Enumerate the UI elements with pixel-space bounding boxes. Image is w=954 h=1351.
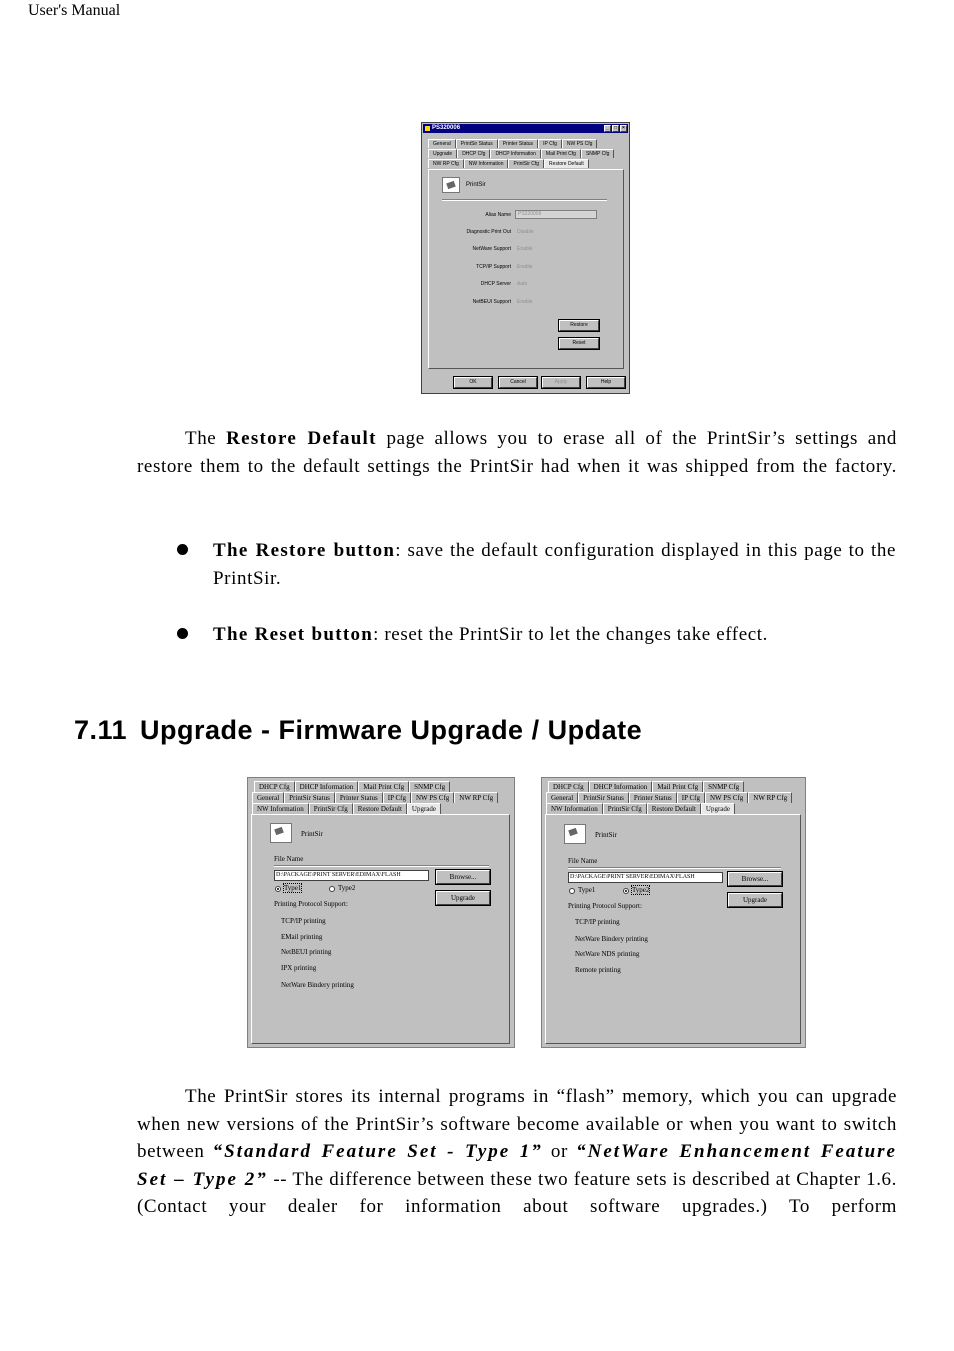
tab-printsir-status[interactable]: PrintSir Status [456,139,498,148]
dialog-tab-row-2 [428,149,614,158]
protocol-item: TCP/IP printing [281,917,326,925]
para1-pre: The [185,428,227,449]
protocol-item: NetBEUI printing [281,948,332,956]
tab-dhcp-information[interactable]: DHCP Information [295,781,359,792]
tab-general[interactable]: General [252,792,284,803]
tab-general[interactable]: General [546,792,578,803]
tab-printer-status[interactable]: Printer Status [335,792,383,803]
help-button[interactable]: Help [587,377,625,388]
netware-support-value: Enable [517,246,533,252]
tab-nw-rp-cfg[interactable]: NW RP Cfg [428,159,464,168]
para2-type2: “NetWare Enhancement Feature Set – Type 2” [137,1141,897,1190]
upgrade-button[interactable]: Upgrade [436,891,490,905]
bullet-reset-text: : reset the PrintSir to let the changes take effect. [373,624,769,645]
device-name: PrintSir [595,831,617,839]
restore-default-dialog [421,122,630,394]
tab-restore-default[interactable]: Restore Default [353,803,407,814]
browse-button[interactable]: Browse... [728,872,782,886]
tab-dhcp-information[interactable]: DHCP Information [490,149,540,158]
tab-general[interactable]: General [428,139,456,148]
bullet-restore-bold: The Restore button [213,540,396,561]
tab-mail-print-cfg[interactable]: Mail Print Cfg [358,781,409,792]
para1-post: page allows you to erase all of the PrintSir’s settings and restore them to the default settings the PrintSir had when it was shipped from the factory. [137,428,897,477]
file-name-label: File Name [568,857,598,865]
tab-upgrade[interactable]: Upgrade [407,803,441,814]
tab-nw-information[interactable]: NW Information [464,159,509,168]
upgrade-paragraph [137,1083,897,1221]
ok-button[interactable]: OK [454,377,492,388]
type2-radio[interactable] [329,886,335,892]
protocol-item: NetWare NDS printing [575,950,640,958]
alias-name-field: PS320006 [515,210,597,219]
tab-nw-ps-cfg[interactable]: NW PS Cfg [411,792,454,803]
bullet-restore-text: : save the default configuration displayed in this page to the PrintSir. [213,540,896,589]
protocol-item: Remote printing [575,966,621,974]
tab-printsir-cfg[interactable]: PrintSir Cfg [508,159,544,168]
section-number: 7.11 [74,715,128,745]
dhcp-server-value: Auto [517,281,528,287]
type1-label: Type1 [284,884,302,892]
dhcp-server-label: DHCP Server [480,281,511,287]
dialog-tab-row-1 [428,139,597,148]
tab-nw-information[interactable]: NW Information [252,803,309,814]
tab-nw-information[interactable]: NW Information [546,803,603,814]
para2-text-1: The PrintSir stores its internal programs in “flash” memory, which you can upgrade when new versions of the PrintSir’s software become available or when you want to switch between [137,1086,897,1162]
file-name-input[interactable]: D:\PACKAGE\PRINT SERVER\EDIMAX\FLASH [274,870,429,881]
tab-snmp-cfg[interactable]: SNMP Cfg [703,781,744,792]
para1-bold: Restore Default [226,428,377,449]
dialog-titlebar [423,124,628,133]
tab-ip-cfg[interactable]: IP Cfg [538,139,562,148]
reset-button[interactable]: Reset [559,338,599,349]
netware-support-label: NetWare Support [472,246,511,252]
para2-text-3: -- The difference between these two feature sets is described at Chapter 1.6. (Contact your dealer for information about software upgrades.) To perform [137,1168,897,1217]
bullet-icon [177,544,188,555]
tab-printsir-status[interactable]: PrintSir Status [578,792,629,803]
upgrade-screenshot-type2 [541,777,806,1048]
tab-upgrade[interactable]: Upgrade [428,149,457,158]
upgrade-tab-row-1 [254,781,450,790]
diag-print-value: Disable [517,229,534,235]
section-title: Upgrade - Firmware Upgrade / Update [140,715,643,745]
protocol-item: NetWare Bindery printing [575,935,648,943]
divider [442,199,607,201]
divider [274,865,489,867]
type1-radio[interactable] [275,886,281,892]
upgrade-tab-row-2 [546,792,792,801]
tab-printer-status[interactable]: Printer Status [498,139,538,148]
protocol-support-label: Printing Protocol Support: [568,902,642,910]
protocol-item: EMail printing [281,933,323,941]
tab-mail-print-cfg[interactable]: Mail Print Cfg [541,149,581,158]
upgrade-screenshot-type1 [247,777,515,1048]
tab-nw-rp-cfg[interactable]: NW RP Cfg [748,792,792,803]
printer-server-icon [442,177,460,193]
dialog-title: PS320006 [432,125,461,131]
alias-name-label: Alias Name [485,212,511,218]
type1-label: Type1 [578,886,596,894]
page-header: User's Manual [28,2,121,19]
tab-printsir-cfg[interactable]: PrintSir Cfg [603,803,647,814]
close-icon[interactable]: × [620,125,627,132]
upgrade-tab-row-3 [546,803,735,812]
restore-default-paragraph [137,425,897,480]
para2-type1: “Standard Feature Set - Type 1” [212,1141,543,1162]
tab-dhcp-cfg[interactable]: DHCP Cfg [457,149,490,158]
divider [568,867,781,869]
bullet-reset-bold: The Reset button [213,624,374,645]
protocol-support-label: Printing Protocol Support: [274,900,348,908]
upgrade-panel [251,814,510,1044]
device-name: PrintSir [466,182,486,188]
upgrade-button[interactable]: Upgrade [728,893,782,907]
protocol-item: TCP/IP printing [575,918,620,926]
maximize-icon[interactable]: □ [613,125,618,131]
upgrade-tab-row-1 [548,781,744,790]
tcpip-support-label: TCP/IP Support [476,264,511,270]
section-heading [74,715,642,746]
printer-server-icon [564,824,586,844]
diag-print-label: Diagnostic Print Out [466,229,511,235]
protocol-item: NetWare Bindery printing [281,981,354,989]
browse-button[interactable]: Browse... [436,870,490,884]
para2-text-2: or [542,1141,577,1162]
type2-label: Type2 [338,884,356,892]
tab-nw-ps-cfg[interactable]: NW PS Cfg [705,792,748,803]
file-name-input[interactable]: D:\PACKAGE\PRINT SERVER\EDIMAX\FLASH [568,872,723,883]
device-name: PrintSir [301,830,323,838]
tab-ip-cfg[interactable]: IP Cfg [677,792,705,803]
file-name-label: File Name [274,855,304,863]
apply-button[interactable]: Apply [542,377,580,388]
type2-radio[interactable] [623,888,629,894]
protocol-item: IPX printing [281,964,317,972]
printer-server-icon [270,823,292,843]
netbeui-support-label: NetBEUI Support [472,299,511,305]
tab-restore-default[interactable]: Restore Default [544,159,589,168]
tab-dhcp-cfg[interactable]: DHCP Cfg [548,781,589,792]
tab-nw-ps-cfg[interactable]: NW PS Cfg [562,139,598,148]
restore-default-panel [428,169,624,369]
upgrade-tab-row-3 [252,803,441,812]
bullet-icon [177,628,188,639]
type2-label: Type2 [632,886,650,894]
tab-nw-rp-cfg[interactable]: NW RP Cfg [454,792,498,803]
bullet-reset [213,621,896,649]
minimize-icon[interactable]: _ [604,125,611,132]
tab-mail-print-cfg[interactable]: Mail Print Cfg [652,781,703,792]
bullet-restore [213,537,896,592]
tab-snmp-cfg[interactable]: SNMP Cfg [409,781,450,792]
tab-dhcp-information[interactable]: DHCP Information [589,781,653,792]
tcpip-support-value: Enable [517,264,533,270]
netbeui-support-value: Enable [517,299,533,305]
cancel-button[interactable]: Cancel [499,377,537,388]
restore-button[interactable]: Restore [559,320,599,331]
tab-printsir-status[interactable]: PrintSir Status [284,792,335,803]
tab-ip-cfg[interactable]: IP Cfg [383,792,411,803]
tab-printsir-cfg[interactable]: PrintSir Cfg [309,803,353,814]
tab-printer-status[interactable]: Printer Status [629,792,677,803]
tab-dhcp-cfg[interactable]: DHCP Cfg [254,781,295,792]
upgrade-panel [545,814,801,1044]
type1-radio[interactable] [569,888,575,894]
upgrade-tab-row-2 [252,792,498,801]
dialog-tab-row-3 [428,159,589,168]
tab-upgrade[interactable]: Upgrade [701,803,735,814]
tab-snmp-cfg[interactable]: SNMP Cfg [581,149,615,158]
tab-restore-default[interactable]: Restore Default [647,803,701,814]
app-icon [425,126,430,131]
